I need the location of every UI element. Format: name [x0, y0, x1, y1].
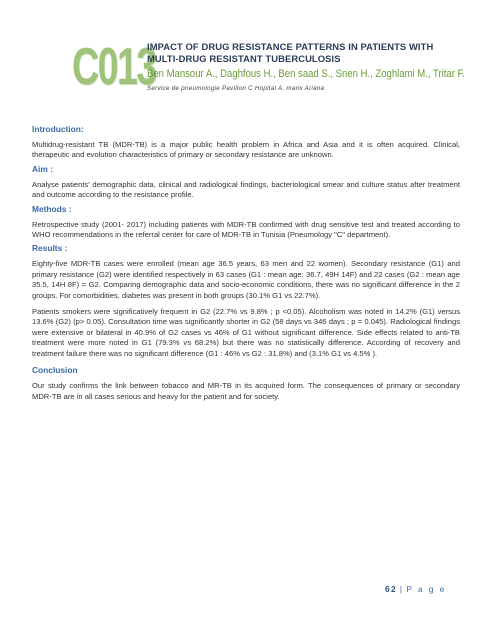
page-number: 62 [385, 585, 397, 594]
page-label: P a g e [406, 585, 447, 594]
page-footer [385, 585, 446, 594]
introduction-heading: Introduction: [32, 124, 84, 134]
abstract-header [147, 41, 465, 92]
results-paragraph-2: Patients smokers were significatively frequent in G2 (22.7% vs 9.8% ; p <0.05). Alcoholism was noted in 14.2% (G1) versus 13.6% (G2) (p> 0.05). Consultation time was significantly shorter in G2 (58 days vs 346 days ; p = 0.045). Radiological findings were extensive or bilateral in 40.9% of G2 cases vs 46% of G1 without significant difference. Side effects related to anti-TB treatment were more noted in G1 (79.3% vs 68.2%) but there was no statistically difference. According of recovery and treatment failure there was no significant difference (G1 : 46% vs G2 : 31.8%) and (3.1% G1 vs 4.5% ). [32, 307, 460, 358]
conclusion-heading: Conclusion [32, 365, 78, 376]
footer-separator: | [399, 585, 404, 594]
results-paragraph-1: Eighty-five MDR-TB cases were enrolled (mean age 36.5 years, 63 men and 22 women). Secondary resistance (G1) and primary resistance (G2) were identified respectively in 63 cases (G1 : mean age: 36.7, 49H 14F) and 22 cases (G2 : mean age 35.5, 14H 8F) = G2. Comparing demographic data and socio-economic conditions, there was no significant difference in the 2 groups. For comorbidities, diabetes was present in both groups (30.1% G1 vs 22.7%). [32, 259, 460, 300]
abstract-code: C013 [72, 38, 156, 96]
methods-text: Retrospective study (2001- 2017) including patients with MDR-TB confirmed with drug sensitive test and treated according to WHO recommendations in the referral center for care of MDR-TB in Tunisia (Pneumology "C" department). [32, 219, 460, 240]
affiliation-line: Service de pneumologie Pavillon C Hopital A. mami Ariana [147, 85, 325, 92]
aim-heading: Aim : [32, 163, 53, 174]
abstract-body [32, 124, 460, 402]
aim-text: Analyse patients' demographic data, clinical and radiological findings, bacteriological smear and culture status after treatment and outcome according to the resistance profile. [32, 179, 460, 200]
authors-line: Ben Mansour A., Daghfous H., Ben saad S., Snen H., Zoghlami M., Tritar F. [147, 68, 465, 80]
results-heading: Results : [32, 243, 68, 254]
introduction-text: Multidrug-resistant TB (MDR-TB) is a major public health problem in Africa and Asia and it is often acquired. Clinical, therapeutic and evolution characteristics of primary or secondary resistance are unknown. [32, 140, 460, 160]
article-title: IMPACT OF DRUG RESISTANCE PATTERNS IN PATIENTS WITH MULTI-DRUG RESISTANT TUBERCULOSIS [147, 41, 434, 64]
conclusion-text: Our study confirms the link between tobacco and MR-TB in its acquired form. The consequences of primary or secondary MDR-TB are in all cases serious and heavy for the patient and for society. [32, 381, 460, 401]
methods-heading: Methods : [32, 203, 72, 214]
